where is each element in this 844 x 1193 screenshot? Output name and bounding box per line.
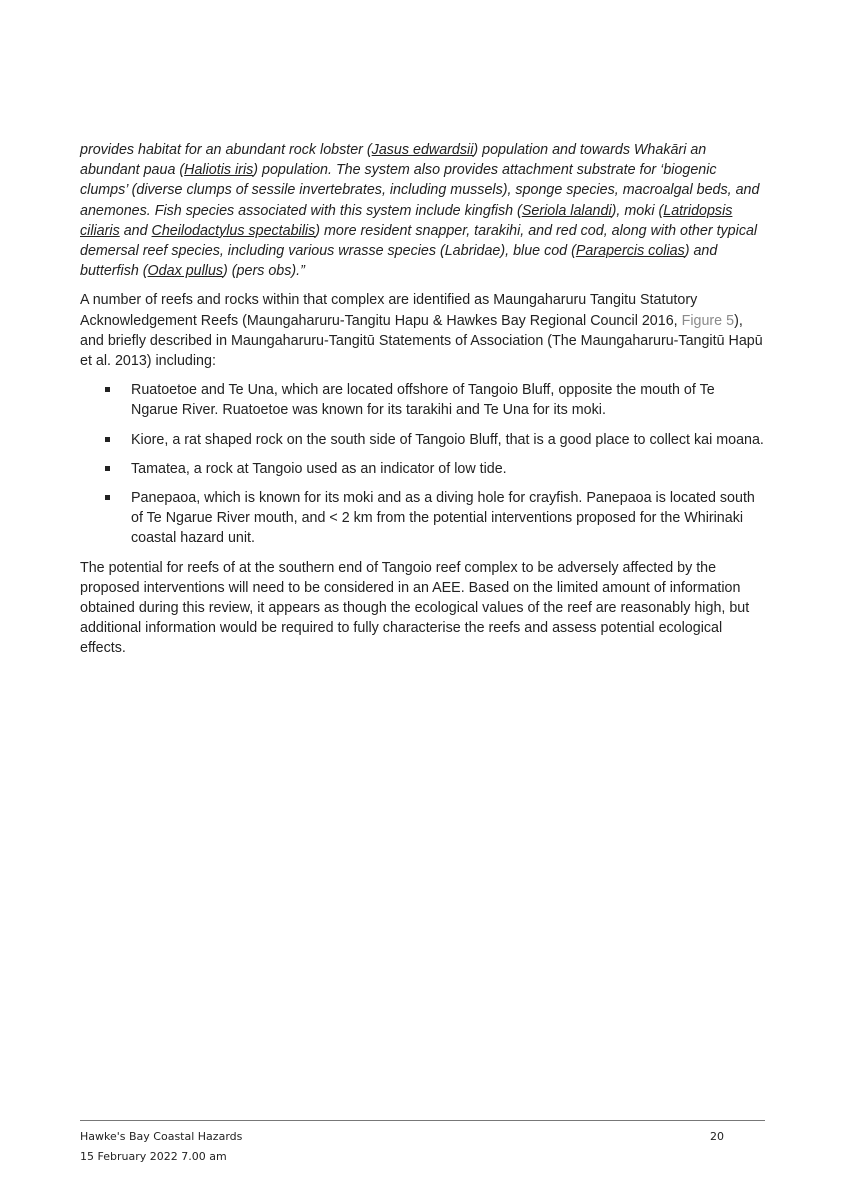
assessment-paragraph: The potential for reefs of at the southern end of Tangoio reef complex to be adversely affected by the proposed interventions will need to be considered in an AEE. Based on the limited amount of information obtained during this review, it appears as though the ecological values of the reef are reasonably high, but additional information would be required to fully characterise the reefs and assess potential ecological effects.	[80, 559, 750, 657]
quote-text: and	[119, 222, 152, 239]
quote-text: ) more resident snapper, tarakihi, and red cod, along with other typical demersal reef species, including various wrasse species (Labridae), blue cod (	[80, 222, 758, 260]
quote-text: ) and butterfish (	[80, 243, 718, 280]
species-haliotis-iris: Haliotis iris	[184, 162, 254, 179]
species-jasus-edwardsii: Jasus edwardsii	[371, 142, 474, 158]
page-number: 20	[710, 1130, 724, 1143]
document-body	[80, 140, 764, 668]
list-item	[80, 488, 764, 549]
footer-date: 15 February 2022 7.00 am	[80, 1150, 227, 1163]
bullet-square-icon	[105, 387, 110, 392]
list-item	[80, 459, 764, 479]
list-item	[80, 380, 764, 420]
footer-title: Hawke's Bay Coastal Hazards	[80, 1130, 243, 1143]
species-odax-pullus: Odax pullus	[147, 263, 224, 280]
quote-text: ), moki (	[611, 202, 664, 219]
quote-text: provides habitat for an abundant rock lobster (	[80, 142, 372, 158]
bullet-square-icon	[105, 495, 110, 500]
quote-text: ) population and towards Whakāri an abundant paua (	[80, 142, 707, 179]
bullet-square-icon	[105, 437, 110, 442]
species-parapercis-colias: Parapercis colias	[575, 243, 685, 260]
statutory-reefs-paragraph	[80, 290, 764, 371]
quote-text: ) population. The system also provides attachment substrate for ‘biogenic clumps’ (diverse clumps of sessile invertebrates, including mussels), sponge species, macroalgal beds, and anemones. Fish species associated with this system include kingfish (	[80, 162, 760, 219]
reef-list	[80, 380, 764, 548]
paragraph-text: A number of reefs and rocks within that complex are identified as Maungaharuru Tangitu Statutory Acknowledgement Reefs (Maungaharuru-Tangitu Hapu & Hawkes Bay Regional Council 2016,	[80, 292, 698, 329]
list-item	[80, 430, 764, 450]
list-item-text: Ruatoetoe and Te Una, which are located offshore of Tangoio Bluff, opposite the mouth of Te Ngarue River. Ruatoetoe was known for its tarakihi and Te Una for its moki.	[131, 382, 715, 419]
list-item-text: Kiore, a rat shaped rock on the south side of Tangoio Bluff, that is a good place to collect kai moana.	[131, 431, 764, 448]
species-cheilodactylus-spectabilis: Cheilodactylus spectabilis	[151, 222, 316, 239]
species-seriola-lalandi: Seriola lalandi	[521, 202, 612, 219]
quote-text: ) (pers obs).”	[223, 263, 305, 280]
list-item-text: Tamatea, a rock at Tangoio used as an indicator of low tide.	[131, 460, 507, 477]
paragraph-text: ), and briefly described in Maungaharuru-Tangitū Statements of Association (The Maungaharuru-Tangitū Hapū et al. 2013) including:	[80, 312, 763, 370]
bullet-square-icon	[105, 466, 110, 471]
figure-5-link[interactable]: Figure 5	[681, 312, 735, 329]
species-latridopsis-ciliaris: Latridopsis ciliaris	[80, 202, 733, 239]
list-item-text: Panepaoa, which is known for its moki and as a diving hole for crayfish. Panepaoa is located south of Te Ngarue River mouth, and < 2 km from the potential interventions proposed for the Whirinaki coastal hazard unit.	[131, 490, 755, 547]
page-footer	[80, 1127, 724, 1167]
footer-divider	[80, 1120, 765, 1121]
quoted-passage	[80, 140, 764, 281]
